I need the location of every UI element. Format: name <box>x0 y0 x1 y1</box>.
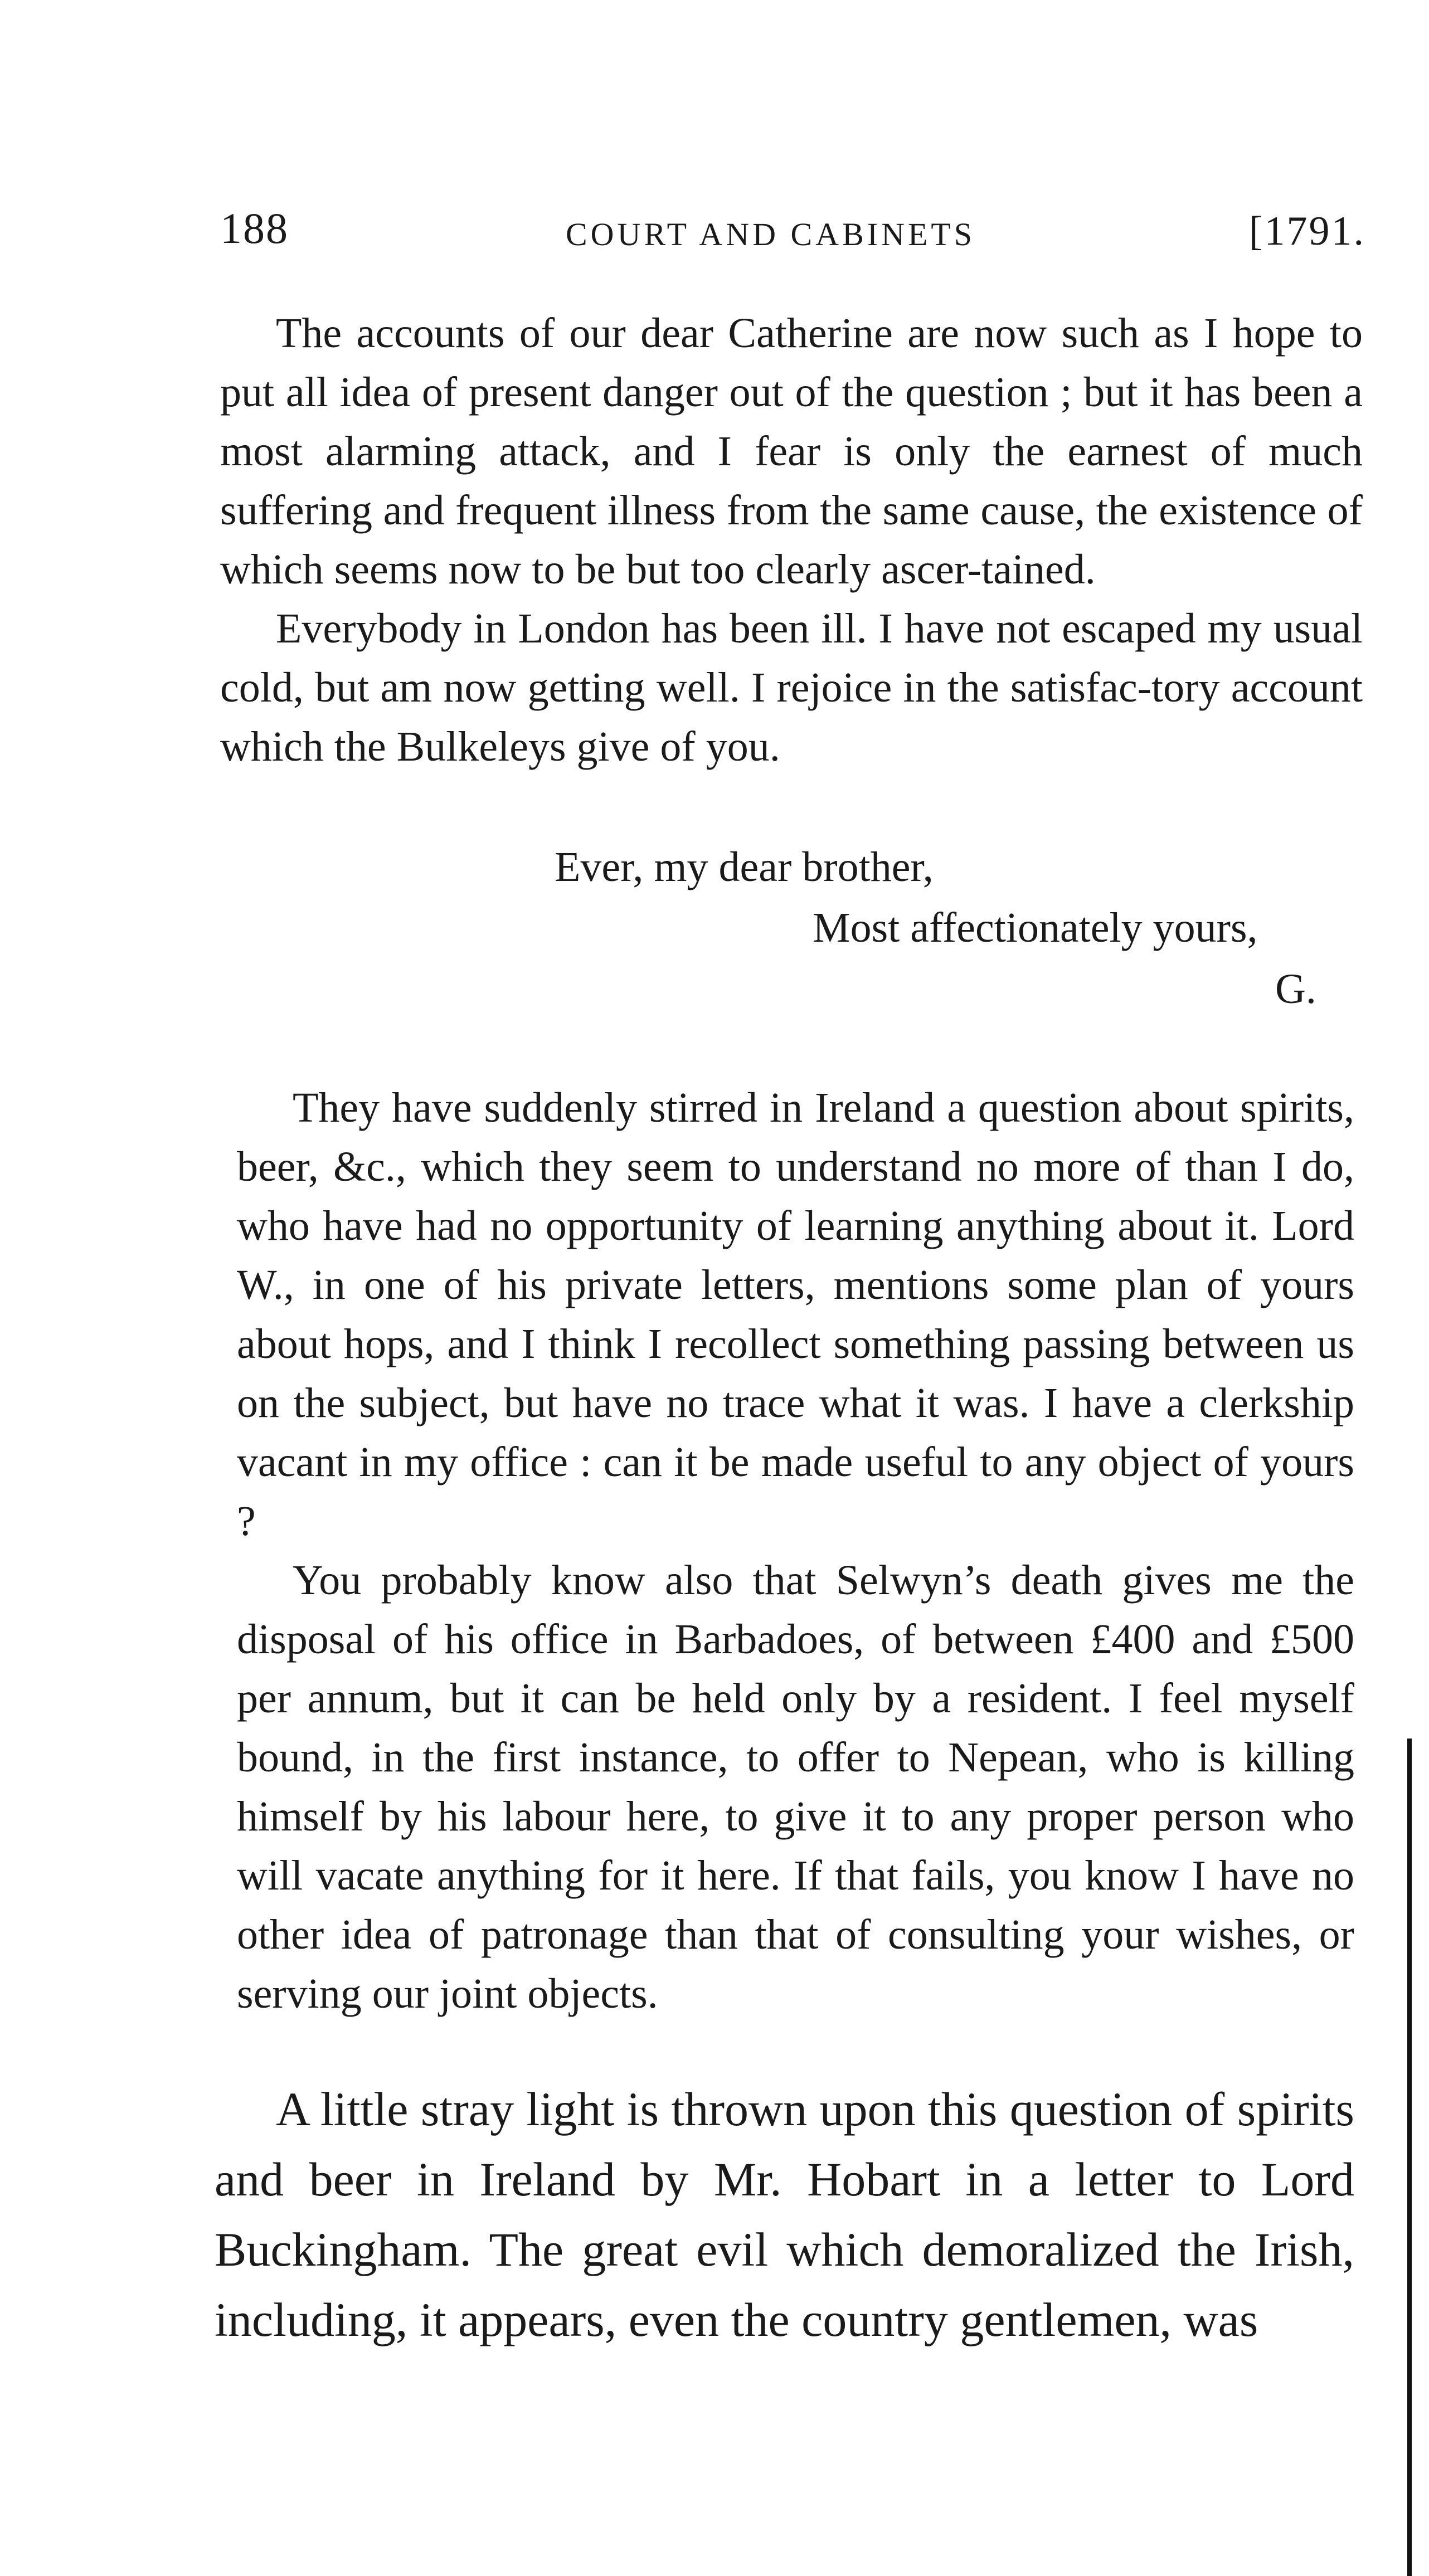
narrative-paragraph: A little stray light is thrown upon this question of spirits and beer in Ireland by Mr. Hobart in a letter to Lord Buckingham. The great evil which demoralized the Irish, including, it appears, even the country gentlemen, was <box>215 2082 1354 2346</box>
signature: G. <box>1275 966 1316 1012</box>
letter-one-paragraph-2: Everybody in London has been ill. I have not escaped my usual cold, but am now getting well. I rejoice in the satisfac-tory account which the Bulkeleys give of you. <box>220 605 1363 770</box>
running-head: COURT AND CABINETS <box>566 216 976 252</box>
letter-one <box>220 304 1363 776</box>
page-header <box>220 203 1365 265</box>
letter-two <box>237 1078 1354 2023</box>
letter-two-paragraph-1: They have suddenly stirred in Ireland a question about spirits, beer, &c., which they seem to understand no more of than I do, who have had no opportunity of learning anything about it. Lord W., in one of his private letters, mentions some plan of yours about hops, and I think I recollect something passing between us on the subject, but have no trace what it was. I have a clerkship vacant in my office : can it be made useful to any object of yours ? <box>237 1084 1354 1545</box>
complimentary-close: Most affectionately yours, <box>813 904 1258 951</box>
letter-two-paragraph-2: You probably know also that Selwyn’s death gives me the disposal of his office in Barbadoes, of between £400 and £500 per annum, but it can be held only by a resident. I feel myself bound, in the first instance, to offer to Nepean, who is killing himself by his labour here, to give it to any proper person who will vacate anything for it here. If that fails, you know I have no other idea of patronage than that of consulting your wishes, or serving our joint objects. <box>237 1557 1354 2017</box>
page-edge-shadow <box>1407 1739 1412 2576</box>
valediction: Ever, my dear brother, <box>555 844 934 890</box>
letter-one-paragraph-1: The accounts of our dear Catherine are now such as I hope to put all idea of present danger out of the question ; but it has been a most alarming attack, and I fear is only the earnest of much suffering and frequent illness from the same cause, the existence of which seems now to be but too clearly ascer-tained. <box>220 310 1363 593</box>
page-number: 188 <box>220 204 289 252</box>
narrative <box>215 2074 1354 2355</box>
year-marker: [1791. <box>1248 208 1365 254</box>
